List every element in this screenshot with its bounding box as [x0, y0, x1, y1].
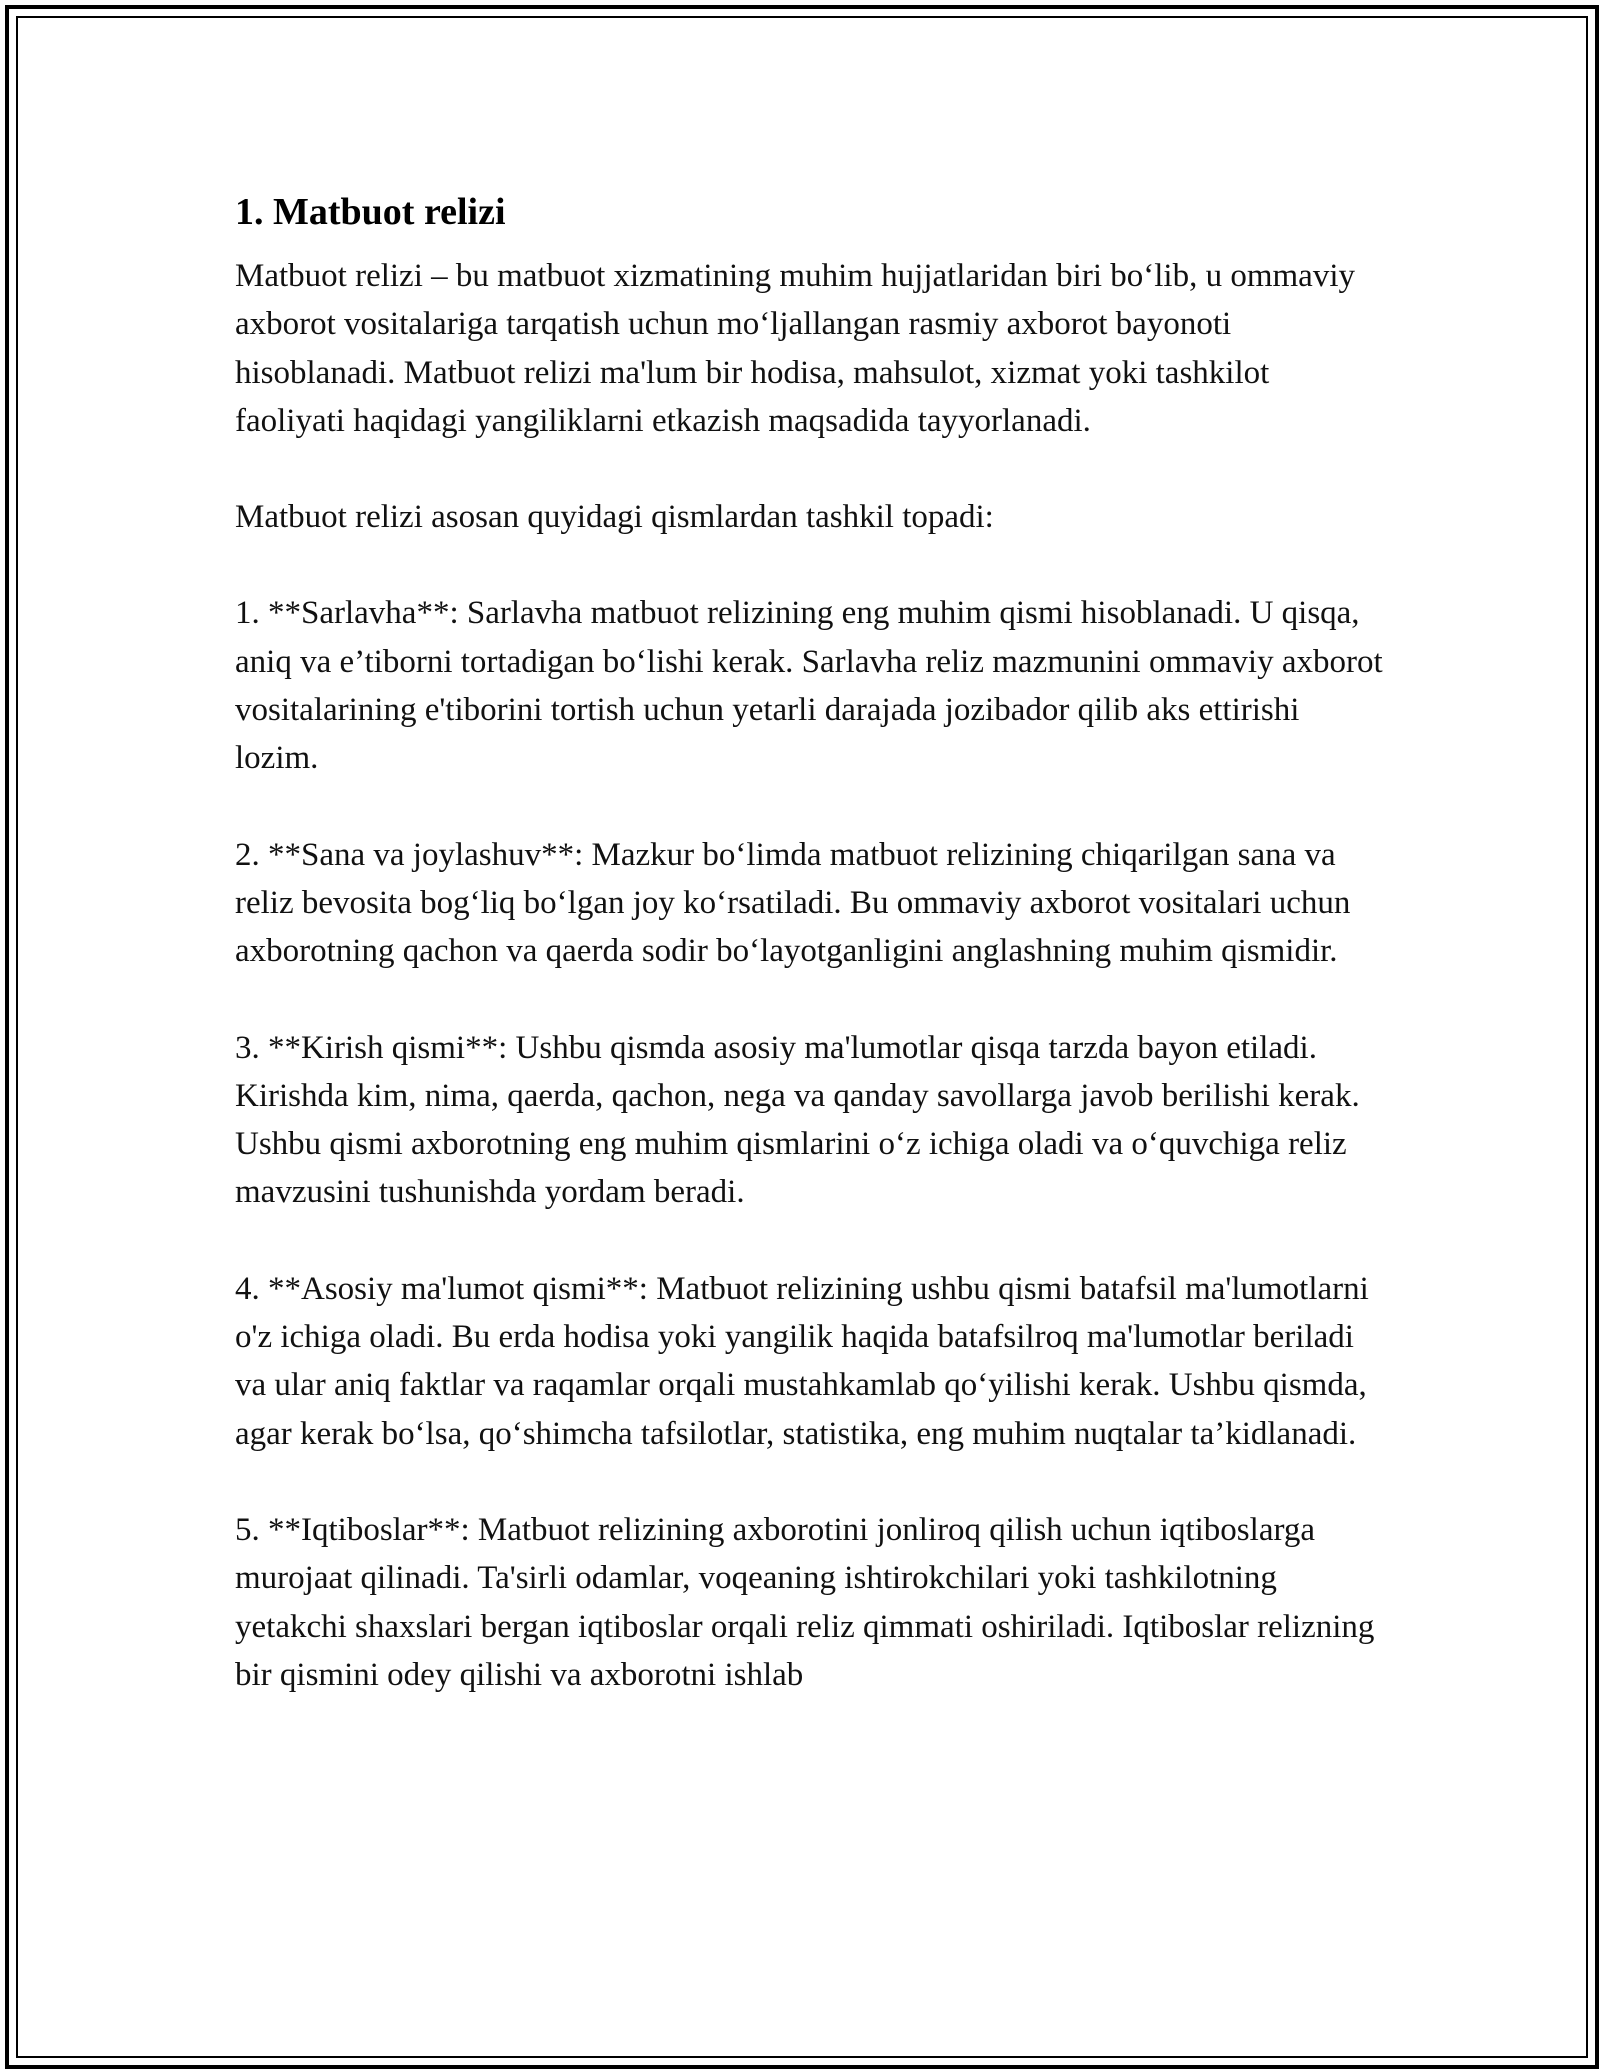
list-item-sana-joylashuv: 2. **Sana va joylashuv**: Mazkur bo‘limda matbuot relizining chiqarilgan sana va reliz bevosita bog‘liq bo‘lgan joy ko‘rsatiladi. Bu ommaviy axborot vositalari uchun axborotning qachon va qaerda sodir bo‘layotganligini anglashning muhim qismidir. [235, 836, 1351, 970]
section-heading: 1. Matbuot relizi [235, 191, 506, 233]
document-body [235, 186, 1385, 1699]
list-item-sarlavha: 1. **Sarlavha**: Sarlavha matbuot relizining eng muhim qismi hisoblanadi. U qisqa, aniq va e’tiborni tortadigan bo‘lishi kerak. Sarlavha reliz mazmunini ommaviy axborot vositalarining e'tiborini tortish uchun yetarli darajada jozibador qilib aks ettirishi lozim. [235, 595, 1383, 777]
list-item-asosiy-malumot: 4. **Asosiy ma'lumot qismi**: Matbuot relizining ushbu qismi batafsil ma'lumotlarni o'z ichiga oladi. Bu erda hodisa yoki yangilik haqida batafsilroq ma'lumotlar beriladi va ular aniq faktlar va raqamlar orqali mustahkamlab qo‘yilishi kerak. Ushbu qismda, agar kerak bo‘lsa, qo‘shimcha tafsilotlar, statistika, eng muhim nuqtalar ta’kidlanadi. [235, 1270, 1369, 1452]
list-item-iqtiboslar: 5. **Iqtiboslar**: Matbuot relizining axborotini jonliroq qilish uchun iqtiboslarga murojaat qilinadi. Ta'sirli odamlar, voqeaning ishtirokchilari yoki tashkilotning yetakchi shaxslari bergan iqtiboslar orqali reliz qimmati oshiriladi. Iqtiboslar relizning bir qismini odey qilishi va axborotni ishlab [235, 1511, 1375, 1693]
list-item-kirish-qismi: 3. **Kirish qismi**: Ushbu qismda asosiy ma'lumotlar qisqa tarzda bayon etiladi. Kirishda kim, nima, qaerda, qachon, nega va qanday savollarga javob berilishi kerak. Ushbu qismi axborotning eng muhim qismlarini o‘z ichiga oladi va o‘quvchiga reliz mavzusini tushunishda yordam beradi. [235, 1029, 1360, 1211]
parts-intro-paragraph: Matbuot relizi asosan quyidagi qismlardan tashkil topadi: [235, 499, 994, 536]
intro-paragraph: Matbuot relizi – bu matbuot xizmatining muhim hujjatlaridan biri bo‘lib, u ommaviy axborot vositalariga tarqatish uchun mo‘ljallangan rasmiy axborot bayonoti hisoblanadi. Matbuot relizi ma'lum bir hodisa, mahsulot, xizmat yoki tashkilot faoliyati haqidagi yangiliklarni etkazish maqsadida tayyorlanadi. [235, 258, 1355, 439]
